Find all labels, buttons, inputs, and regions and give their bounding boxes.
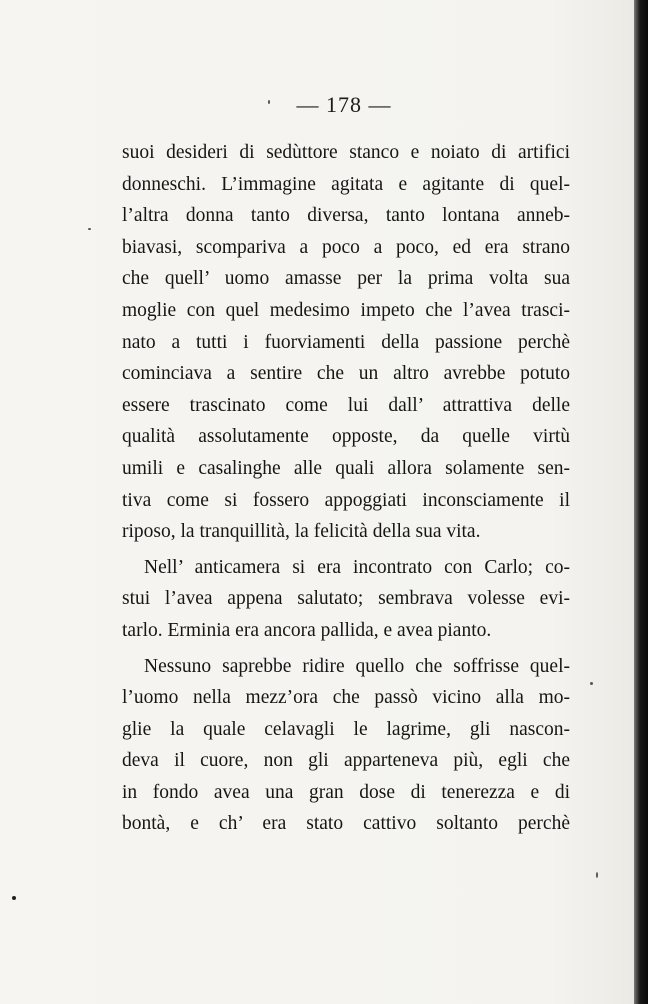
text-line: riposo, la tranquillità, la felicità della sua vita. [122, 521, 481, 543]
scan-speck [590, 682, 593, 685]
text-line: nato a tutti i fuorviamenti della passione perchè [122, 331, 570, 353]
scan-speck [88, 228, 91, 230]
scan-speck [596, 872, 598, 878]
body-text [122, 137, 570, 840]
text-line: deva il cuore, non gli apparteneva più, egli che [122, 750, 570, 772]
page-edge-shadow [634, 0, 648, 1004]
page-number: — 178 — [296, 92, 392, 117]
text-line: cominciava a sentire che un altro avrebbe potuto [122, 363, 570, 385]
text-line: bontà, e ch’ era stato cattivo soltanto perchè [122, 813, 570, 835]
scan-speck [12, 896, 16, 900]
text-line: l’altra donna tanto diversa, tanto lontana anneb- [122, 205, 570, 227]
text-line: glie la quale celavagli le lagrime, gli nascon- [122, 718, 570, 740]
text-line: tarlo. Erminia era ancora pallida, e avea pianto. [122, 619, 492, 641]
text-line: umili e casalinghe alle quali allora solamente sen- [122, 457, 570, 479]
text-line: qualità assolutamente opposte, da quelle virtù [122, 426, 570, 448]
paragraph-2 [122, 552, 570, 647]
text-line: stui l’avea appena salutato; sembrava volesse evi- [122, 588, 570, 610]
scan-speck [268, 100, 270, 104]
text-line: che quell’ uomo amasse per la prima volta sua [122, 268, 570, 290]
text-line: suoi desideri di sedùttore stanco e noiato di artifici [122, 142, 570, 163]
text-line: tiva come si fossero appoggiati inconsciamente il [122, 489, 570, 511]
paragraph-3 [122, 651, 570, 841]
text-line: moglie con quel medesimo impeto che l’avea trasci- [122, 299, 570, 321]
text-line: Nessuno saprebbe ridire quello che soffrisse quel- [144, 655, 570, 677]
text-line: Nell’ anticamera si era incontrato con Carlo; co- [144, 556, 570, 578]
text-line: donneschi. L’immagine agitata e agitante di quel- [122, 173, 570, 195]
text-line: biavasi, scompariva a poco a poco, ed era strano [122, 236, 570, 258]
paragraph-1 [122, 137, 570, 548]
text-line: essere trascinato come lui dall’ attrattiva delle [122, 394, 570, 416]
text-line: in fondo avea una gran dose di tenerezza e di [122, 781, 570, 803]
text-line: l’uomo nella mezz’ora che passò vicino alla mo- [122, 687, 570, 709]
